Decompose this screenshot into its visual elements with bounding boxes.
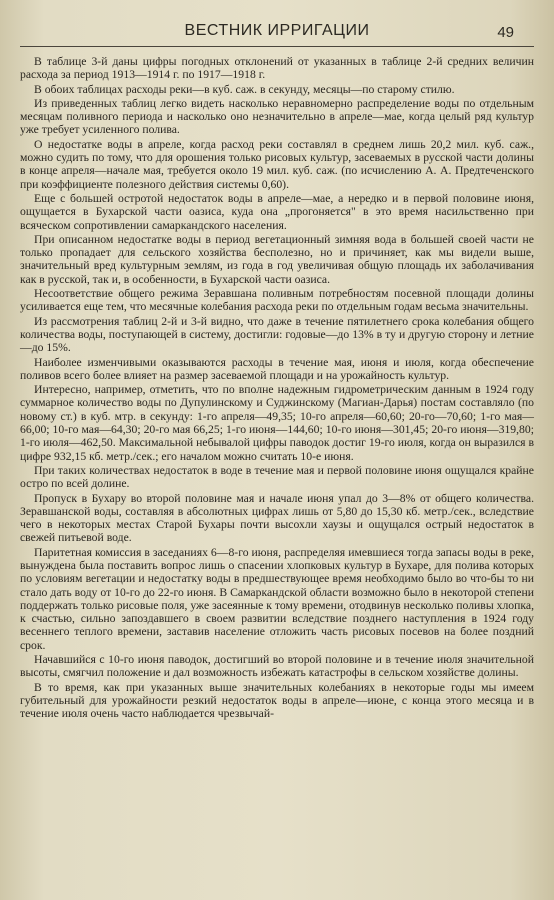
article-body [20,55,534,721]
paragraph: Несоответствие общего режима Зеравшана поливным потребностям посевной площади долины усиливается еще тем, что месячные колебания расхода реки по отдельным годам весьма значительны. [20,287,534,314]
paragraph: Пропуск в Бухару во второй половине мая и начале июня упал до 3—8% от общего количества. Зеравшанской воды, составляя в абсолютных цифрах лишь от 5,80 до 15,30 кб. метр./сек., вследствие чего в некоторых местах Старой Бухары почти высохли хаузы и ощущался острый недостаток в свежей питьевой воде. [20,491,534,545]
paragraph: Паритетная комиссия в заседаниях 6—8-го июня, распределяя имевшиеся тогда запасы воды в реке, вынуждена была поставить вопрос лишь о спасении хлопковых культур в Бухаре, для полива которых по условиям вегетации и недостатку воды в предшествующее время необходимо было во что-бы то ни стало дать воду от 10-го до 22-го июня. В Самаркандской области возможно было в некоторой степени поддержать только рисовые поля, уже засеянные к тому времени, отодвинув несколько поливы хлопка, к счастью, сильно запоздавшего в своем развитии вследствие позднего наступления в 1924 году весеннего теплого времени, заставив население отложить часть рисовых посевов на более поздний срок. [20,545,534,652]
paragraph: Начавшийся с 10-го июня паводок, достигший во второй половине и в течение июля значительной высоты, смягчил положение и дал возможность избежать катастрофы в сельском хозяйстве долины. [20,653,534,680]
paragraph: Наиболее изменчивыми оказываются расходы в течение мая, июня и июля, когда обеспечение поливов всего более влияет на размер засеваемой площади и на урожайность культур. [20,355,534,382]
header-rule [20,46,534,47]
paragraph: Интересно, например, отметить, что по вполне надежным гидрометрическим данным в 1924 году суммарное количество воды по Дупулинскому и Суджинскому (Магиан-Дарья) постам составляло (по новому ст.) в куб. мтр. в секунду: 1-го апреля—49,35; 10-го апреля—60,60; 20-го—70,60; 1-го мая—66,00; 10-го мая—64,30; 20-го мая 66,25; 1-го июня—144,60; 10-го июня—301,45; 20-го июня—319,80; 1-го июля—462,50. Максимальной небывалой цифры паводок достиг 19-го июля, когда он выразился в цифре 932,15 кб. метр./сек.; его началом можно считать 10-е июня. [20,383,534,463]
paragraph: Из рассмотрения таблиц 2-й и 3-й видно, что даже в течение пятилетнего срока колебания общего количества воды, поступающей в систему, достигли: годовые—до 13% в ту и другую сторону и летние—до 15%. [20,314,534,355]
paragraph: О недостатке воды в апреле, когда расход реки составлял в среднем лишь 20,2 мил. куб. саж., можно судить по тому, что для орошения только рисовых культур, засеваемых в русской части долины в конце апреля—начале мая, требуется около 19 мил. куб. саж. (по исчислению А. А. Предтеченского при коэффициенте полезного действия системы 0,60). [20,137,534,191]
paragraph: В то время, как при указанных выше значительных колебаниях в некоторые годы мы имеем губительный для урожайности резкий недостаток воды в апреле—июне, с конца этого месяца и в течение июля очень часто наблюдается чрезвычай- [20,680,534,721]
page-header [20,18,534,46]
paragraph: Из приведенных таблиц легко видеть насколько неравномерно распределение воды по отдельным месяцам поливного периода и насколько оно незначительно в апреле—мае, когда целый ряд культур уже требует усиленного полива. [20,96,534,137]
journal-title: ВЕСТНИК ИРРИГАЦИИ [184,22,370,39]
paragraph: В таблице 3-й даны цифры погодных отклонений от указанных в таблице 2-й средних величин расхода за период 1913—1914 г. по 1917—1918 г. [20,55,534,82]
paragraph: Еще с большей остротой недостаток воды в апреле—мае, а нередко и в первой половине июня, ощущается в Бухарской части оазиса, куда она „прогоняется" в это время насильственно при всяческом сопротивлении самаркандского населения. [20,191,534,232]
paragraph: В обоих таблицах расходы реки—в куб. саж. в секунду, месяцы—по старому стилю. [34,82,455,96]
page-number: 49 [497,24,514,41]
paragraph: При таких количествах недостаток в воде в течение мая и первой половине июня ощущался крайне остро по всей долине. [20,463,534,491]
paragraph: При описанном недостатке воды в период вегетационный зимняя вода в большей своей части не только пропадает для сельского хозяйства бесполезно, но и причиняет, как мы видели выше, значительный вред культурным землям, из года в год увеличивая общую площадь их заболачивания как в русской, так и, в особенности, в Бухарской части оазиса. [20,232,534,286]
